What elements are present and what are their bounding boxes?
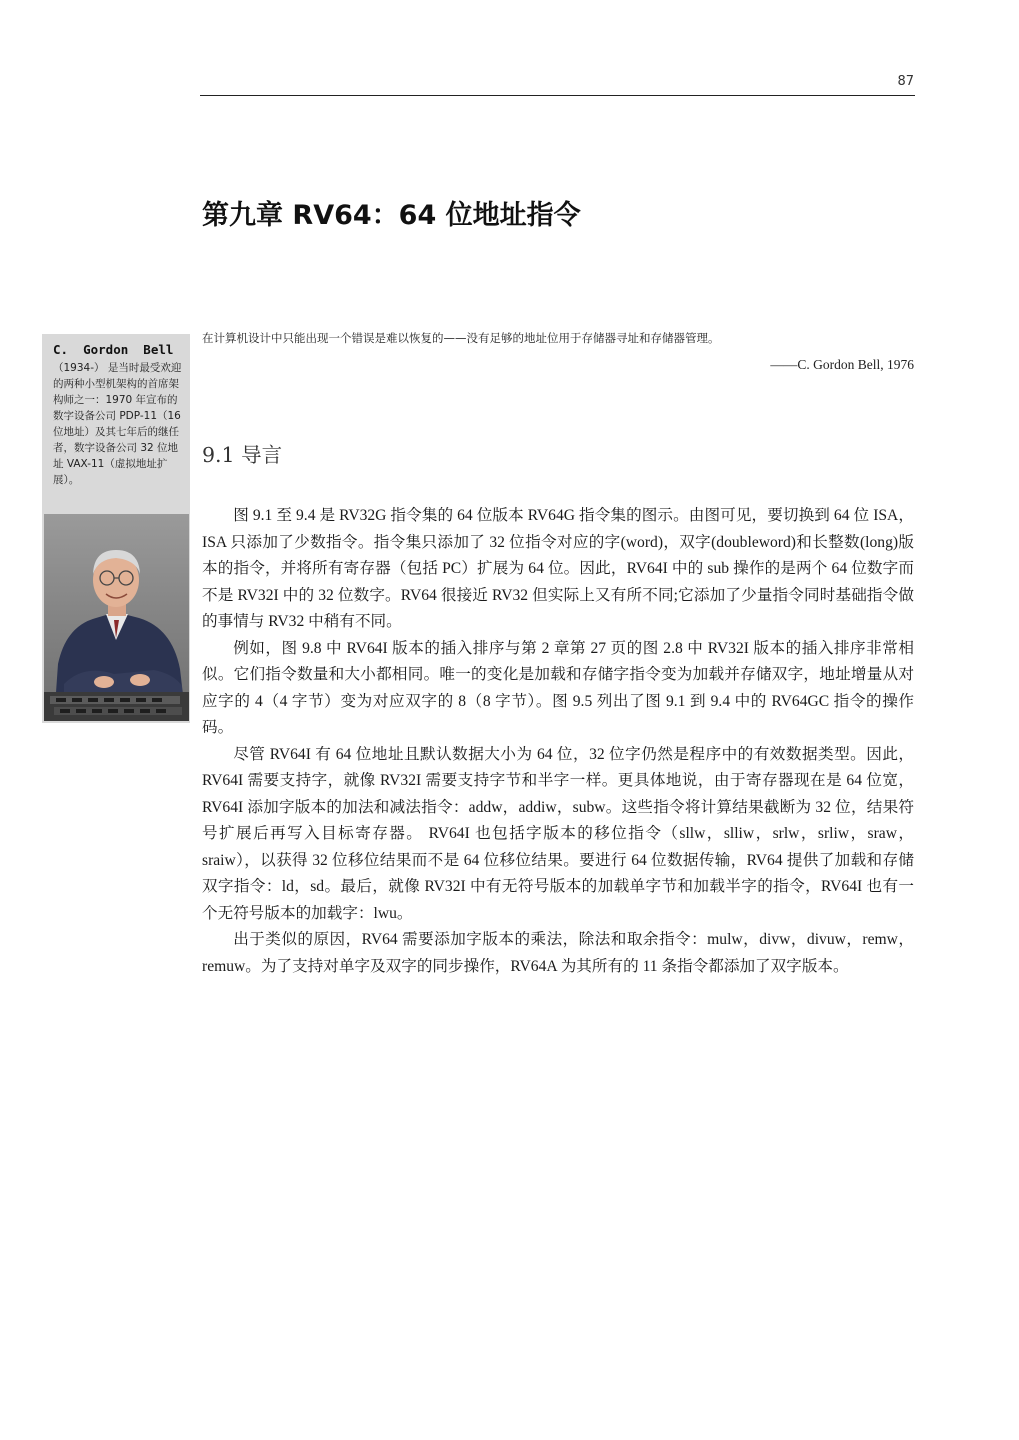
header-rule [200,95,915,96]
page-number: 87 [897,74,914,89]
paragraph: 出于类似的原因，RV64 需要添加字版本的乘法，除法和取余指令：mulw，divw，divuw，remw，remuw。为了支持对单字及双字的同步操作，RV64A 为其所有的 11 条指令都添加了双字版本。 [202,931,914,975]
sidebar-name: C. Gordon Bell [53,342,174,357]
epigraph-attribution: ——C. Gordon Bell, 1976 [770,357,914,372]
paragraph: 图 9.1 至 9.4 是 RV32G 指令集的 64 位版本 RV64G 指令集的图示。由图可见，要切换到 64 位 ISA，ISA 只添加了少数指令。指令集只添加了 32 位指令对应的字(word)，双字(doubleword)和长整数(long)版本的指令，并将所有寄存器（包括 PC）扩展为 64 位。因此，RV64I 中的 sub 操作的是两个 64 位数字而不是 RV32I 中的 32 位数字。RV64 很接近 RV32 但实际上又有所不同;它添加了少量指令同时基础指令做的事情与 RV32 中稍有不同。 [202,507,914,630]
body-text [202,503,914,980]
epigraph-quote: 在计算机设计中只能出现一个错误是难以恢复的——没有足够的地址位用于存储器寻址和存储器管理。 [202,331,720,345]
paragraph: 尽管 RV64I 有 64 位地址且默认数据大小为 64 位，32 位字仍然是程序中的有效数据类型。因此，RV64I 需要支持字，就像 RV32I 需要支持字节和半字一样。更具体地说，由于寄存器现在是 64 位宽，RV64I 添加字版本的加法和减法指令：addw，addiw，subw。这些指令将计算结果截断为 32 位，结果符号扩展后再写入目标寄存器。 RV64I 也包括字版本的移位指令（sllw，slliw，srlw，srliw，sraw，sraiw），以获得 32 位移位结果而不是 64 位移位结果。要进行 64 位数据传输，RV64 提供了加载和存储双字指令：ld，sd。最后，就像 RV32I 中有无符号版本的加载单字节和加载半字的指令，RV64I 也有一个无符号版本的加载字：lwu。 [202,745,914,922]
paragraph: 例如，图 9.8 中 RV64I 版本的插入排序与第 2 章第 27 页的图 2.8 中 RV32I 版本的插入排序非常相似。它们指令数量和大小都相同。唯一的变化是加载和存储字指令变为加载并存储双字，地址增量从对应字的 4（4 字节）变为对应双字的 8（8 字节）。图 9.5 列出了图 9.1 到 9.4 中的 RV64GC 指令的操作码。 [202,639,914,736]
sidebar-bio: （1934-） 是当时最受欢迎的两种小型机架构的首席架构师之一：1970 年宣布的数字设备公司 PDP-11（16 位地址）及其七年后的继任者，数字设备公司 32 位地址 VAX-11（虚拟地址扩展）。 [53,362,182,486]
sidebar-biography [42,334,190,723]
chapter-title: 第九章 RV64：64 位地址指令 [202,200,581,231]
section-heading: 9.1 导言 [202,443,283,467]
portrait-photo [44,514,189,721]
